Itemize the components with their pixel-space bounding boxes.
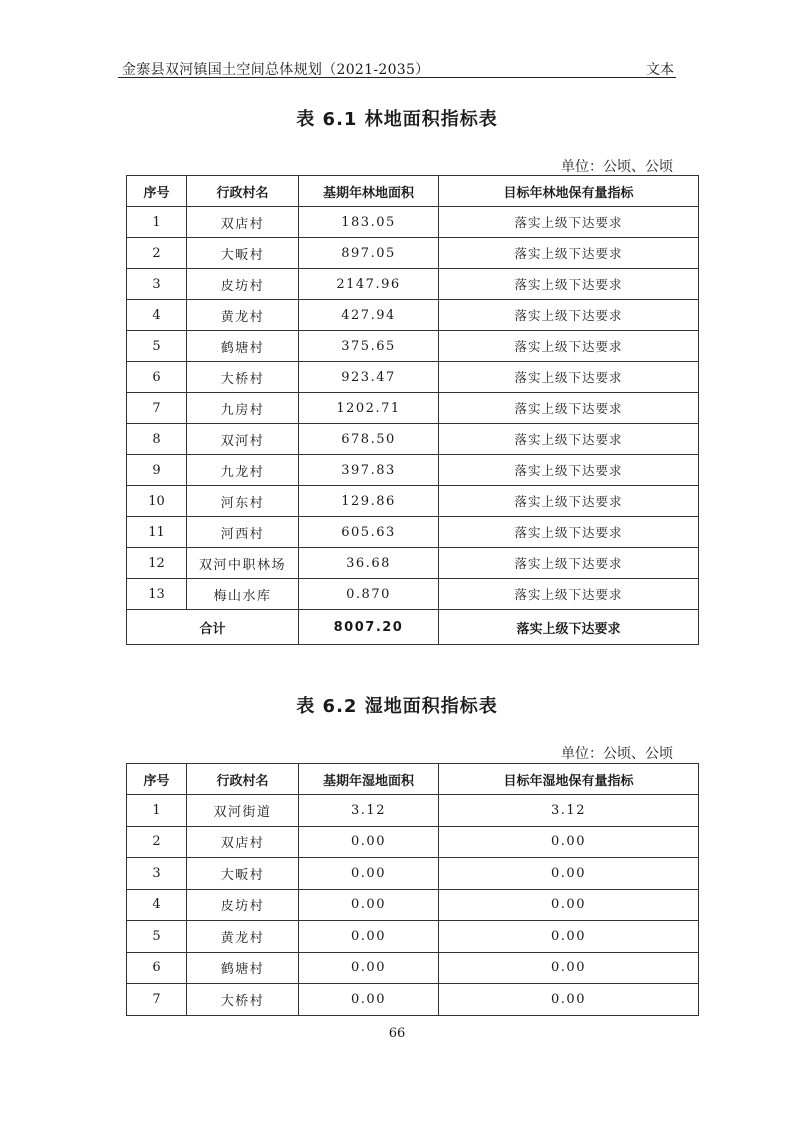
target-value: 0.00 xyxy=(439,984,699,1016)
village-name: 河西村 xyxy=(187,517,299,548)
table-row xyxy=(127,548,699,579)
village-name: 河东村 xyxy=(187,486,299,517)
row-number: 1 xyxy=(127,207,187,238)
base-area: 678.50 xyxy=(299,424,439,455)
base-area: 923.47 xyxy=(299,362,439,393)
total-row xyxy=(127,610,699,645)
table-row xyxy=(127,826,699,858)
village-name: 黄龙村 xyxy=(187,921,299,953)
base-area: 427.94 xyxy=(299,300,439,331)
base-area: 605.63 xyxy=(299,517,439,548)
row-number: 4 xyxy=(127,300,187,331)
base-area: 0.00 xyxy=(299,921,439,953)
village-name: 梅山水库 xyxy=(187,579,299,610)
row-number: 5 xyxy=(127,331,187,362)
table-row xyxy=(127,269,699,300)
table-row xyxy=(127,486,699,517)
base-area: 0.00 xyxy=(299,858,439,890)
table-row xyxy=(127,795,699,827)
base-area: 0.00 xyxy=(299,984,439,1016)
table-row xyxy=(127,984,699,1016)
column-header-village: 行政村名 xyxy=(187,764,299,795)
wetland-table-title: 表 6.2 湿地面积指标表 xyxy=(296,696,498,717)
row-number: 1 xyxy=(127,795,187,827)
column-header-village: 行政村名 xyxy=(187,176,299,207)
target-value: 落实上级下达要求 xyxy=(439,424,699,455)
target-value: 落实上级下达要求 xyxy=(439,517,699,548)
village-name: 鹤塘村 xyxy=(187,331,299,362)
village-name: 九房村 xyxy=(187,393,299,424)
row-number: 7 xyxy=(127,393,187,424)
target-value: 0.00 xyxy=(439,826,699,858)
village-name: 双河村 xyxy=(187,424,299,455)
column-header-target: 目标年林地保有量指标 xyxy=(439,176,699,207)
village-name: 大畈村 xyxy=(187,858,299,890)
row-number: 7 xyxy=(127,984,187,1016)
table-row xyxy=(127,207,699,238)
base-area: 2147.96 xyxy=(299,269,439,300)
row-number: 10 xyxy=(127,486,187,517)
village-name: 鹤塘村 xyxy=(187,952,299,984)
row-number: 9 xyxy=(127,455,187,486)
base-area: 897.05 xyxy=(299,238,439,269)
table-row xyxy=(127,952,699,984)
column-header-target: 目标年湿地保有量指标 xyxy=(439,764,699,795)
page-number: 66 xyxy=(388,1026,406,1041)
target-value: 落实上级下达要求 xyxy=(439,362,699,393)
base-area: 36.68 xyxy=(299,548,439,579)
village-name: 双河中职林场 xyxy=(187,548,299,579)
column-header-base-area: 基期年林地面积 xyxy=(299,176,439,207)
document-header-title: 金寨县双河镇国土空间总体规划（2021-2035） xyxy=(122,62,430,78)
base-area: 397.83 xyxy=(299,455,439,486)
base-area: 1202.71 xyxy=(299,393,439,424)
base-area: 0.00 xyxy=(299,952,439,984)
header-divider xyxy=(118,77,676,78)
target-value: 0.00 xyxy=(439,858,699,890)
village-name: 大桥村 xyxy=(187,984,299,1016)
row-number: 4 xyxy=(127,889,187,921)
target-value: 落实上级下达要求 xyxy=(439,238,699,269)
village-name: 双店村 xyxy=(187,207,299,238)
row-number: 2 xyxy=(127,238,187,269)
table-row xyxy=(127,921,699,953)
forest-table-unit: 单位：公顷、公顷 xyxy=(561,159,673,175)
column-header-base-area: 基期年湿地面积 xyxy=(299,764,439,795)
base-area: 0.00 xyxy=(299,889,439,921)
row-number: 5 xyxy=(127,921,187,953)
village-name: 双店村 xyxy=(187,826,299,858)
base-area: 0.870 xyxy=(299,579,439,610)
forest-area-table xyxy=(126,175,699,645)
table-row xyxy=(127,455,699,486)
row-number: 3 xyxy=(127,269,187,300)
target-value: 0.00 xyxy=(439,889,699,921)
village-name: 皮坊村 xyxy=(187,889,299,921)
table-header-row xyxy=(127,764,699,795)
row-number: 6 xyxy=(127,362,187,393)
column-header-no: 序号 xyxy=(127,176,187,207)
village-name: 黄龙村 xyxy=(187,300,299,331)
village-name: 大畈村 xyxy=(187,238,299,269)
target-value: 0.00 xyxy=(439,921,699,953)
total-label: 合计 xyxy=(127,610,299,645)
row-number: 12 xyxy=(127,548,187,579)
table-row xyxy=(127,238,699,269)
target-value: 落实上级下达要求 xyxy=(439,548,699,579)
table-row xyxy=(127,362,699,393)
village-name: 皮坊村 xyxy=(187,269,299,300)
total-base-area: 8007.20 xyxy=(299,610,439,645)
base-area: 129.86 xyxy=(299,486,439,517)
row-number: 2 xyxy=(127,826,187,858)
row-number: 3 xyxy=(127,858,187,890)
column-header-no: 序号 xyxy=(127,764,187,795)
table-row xyxy=(127,331,699,362)
table-row xyxy=(127,393,699,424)
target-value: 落实上级下达要求 xyxy=(439,486,699,517)
wetland-table-unit: 单位：公顷、公顷 xyxy=(561,746,673,762)
target-value: 落实上级下达要求 xyxy=(439,331,699,362)
base-area: 3.12 xyxy=(299,795,439,827)
target-value: 落实上级下达要求 xyxy=(439,300,699,331)
table-row xyxy=(127,300,699,331)
table-row xyxy=(127,858,699,890)
target-value: 落实上级下达要求 xyxy=(439,579,699,610)
target-value: 落实上级下达要求 xyxy=(439,393,699,424)
document-section-label: 文本 xyxy=(646,62,674,78)
village-name: 大桥村 xyxy=(187,362,299,393)
table-header-row xyxy=(127,176,699,207)
total-target: 落实上级下达要求 xyxy=(439,610,699,645)
table-row xyxy=(127,517,699,548)
row-number: 13 xyxy=(127,579,187,610)
table-row xyxy=(127,889,699,921)
table-row xyxy=(127,579,699,610)
target-value: 0.00 xyxy=(439,952,699,984)
row-number: 8 xyxy=(127,424,187,455)
wetland-area-table xyxy=(126,763,699,1016)
base-area: 0.00 xyxy=(299,826,439,858)
forest-table-title: 表 6.1 林地面积指标表 xyxy=(296,109,498,130)
base-area: 183.05 xyxy=(299,207,439,238)
village-name: 九龙村 xyxy=(187,455,299,486)
row-number: 6 xyxy=(127,952,187,984)
target-value: 落实上级下达要求 xyxy=(439,455,699,486)
target-value: 3.12 xyxy=(439,795,699,827)
base-area: 375.65 xyxy=(299,331,439,362)
row-number: 11 xyxy=(127,517,187,548)
target-value: 落实上级下达要求 xyxy=(439,207,699,238)
target-value: 落实上级下达要求 xyxy=(439,269,699,300)
village-name: 双河街道 xyxy=(187,795,299,827)
table-row xyxy=(127,424,699,455)
